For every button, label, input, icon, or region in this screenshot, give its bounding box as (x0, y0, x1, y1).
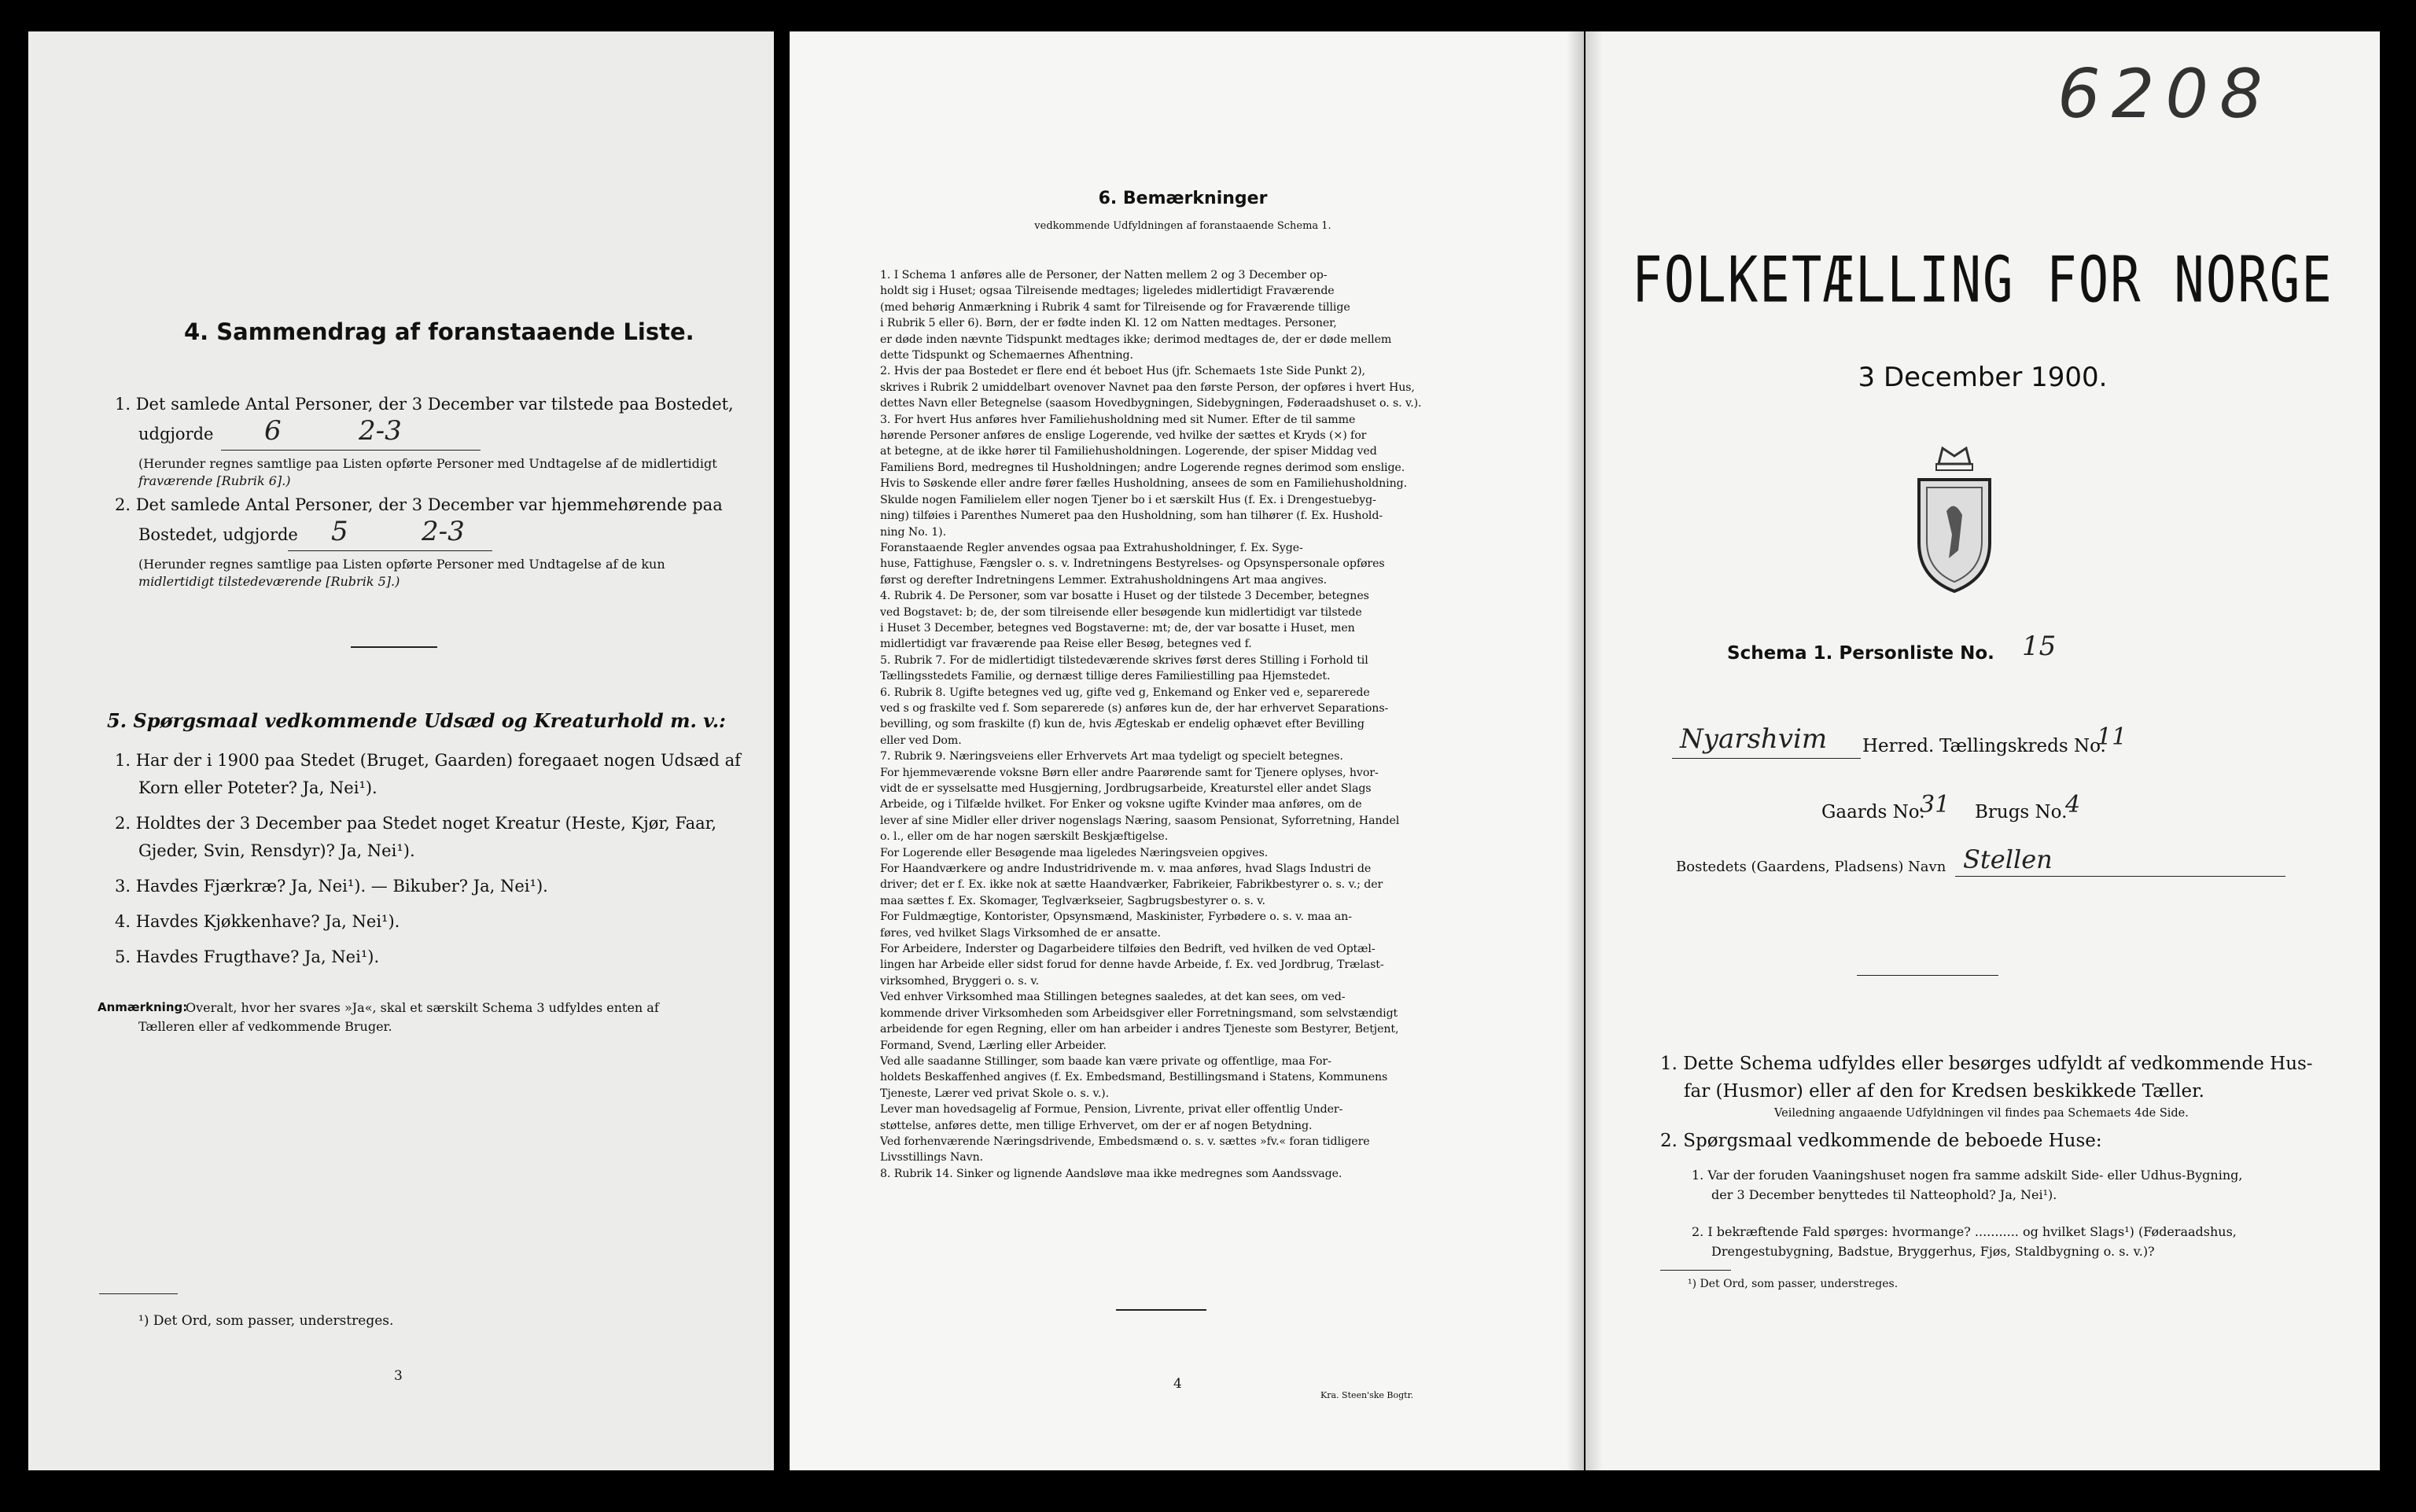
section5-title: 5. Spørgsmaal vedkommende Udsæd og Kreaturhold m. v.: (107, 709, 726, 732)
footnote: ¹) Det Ord, som passer, understreges. (1688, 1278, 1899, 1290)
divider (1116, 1309, 1206, 1311)
remarks-line: ning) tilføies i Parenthes Numeret paa den Husholdning, som han tilhører (f. Ex. Hushold- (880, 510, 1383, 523)
question-2-line1: 2. Holdtes der 3 December paa Stedet noget Kreatur (Heste, Kjør, Faar, (115, 814, 717, 833)
instruction-2-q1-line1: 1. Var der foruden Vaaningshuset nogen fra samme adskilt Side- eller Udhus-Bygning, (1692, 1168, 2243, 1183)
item1-prefix: udgjorde (138, 425, 214, 443)
archive-number: 6208 (2057, 55, 2274, 134)
remarks-line: 1. I Schema 1 anføres alle de Personer, der Natten mellem 2 og 3 December op- (880, 269, 1328, 281)
herred-label: Herred. (1862, 736, 1935, 756)
remark-label: Anmærkning: (98, 1000, 188, 1014)
remarks-line: 4. Rubrik 4. De Personer, som var bosatte i Huset og der tilstede 3 December, betegnes (880, 590, 1369, 603)
remarks-line: ning No. 1). (880, 525, 947, 539)
remarks-line: arbeidende for egen Regning, eller om han arbeider i andres Tjeneste som Bestyrer, Betjent, (880, 1023, 1399, 1036)
question-4: 4. Havdes Kjøkkenhave? Ja, Nei¹). (115, 912, 400, 931)
instruction-2-title: 2. Spørgsmaal vedkommende de beboede Huse: (1660, 1131, 2102, 1151)
remarks-line: skrives i Rubrik 2 umiddelbart ovenover Navnet paa den første Person, der opføres i hvert Hus, (880, 381, 1415, 394)
item2-note2: midlertidigt tilstedeværende [Rubrik 5].) (138, 574, 400, 589)
remarks-line: Hvis to Søskende eller andre fører fælles Husholdning, ansees de som en Familiehusholdning. (880, 477, 1408, 491)
remarks-line: Formand, Svend, Lærling eller Arbeider. (880, 1039, 1107, 1052)
page-right (1586, 31, 2380, 1470)
remarks-line: For hjemmeværende voksne Børn eller andre Paarørende samt for Tjenere oplyses, hvor- (880, 766, 1379, 779)
remarks-line: ved Bogstavet: b; de, der som tilreisende eller besøgende kun midlertidigt var tilstede (880, 605, 1362, 619)
schema-value: 15 (2022, 631, 2057, 662)
instruction-1-note: Veiledning angaaende Udfyldningen vil findes paa Schemaets 4de Side. (1774, 1107, 2189, 1120)
remarks-line: Ved forhenværende Næringsdrivende, Embedsmænd o. s. v. sættes »fv.« foran tidligere (880, 1135, 1370, 1148)
instruction-2-q2-line2: Drengestubygning, Badstue, Bryggerhus, Fjøs, Staldbygning o. s. v.)? (1711, 1244, 2155, 1259)
item2-prefix: Bostedet, udgjorde (138, 525, 298, 544)
remarks-line: i Huset 3 December, betegnes ved Bogstaverne: mt; de, der var bosatte i Huset, men (880, 621, 1355, 635)
remarks-line: o. l., eller om de har nogen særskilt Beskjæftigelse. (880, 830, 1169, 844)
printer-credit: Kra. Steen'ske Bogtr. (1320, 1390, 1414, 1400)
remarks-title: 6. Bemærkninger (1098, 189, 1268, 208)
brugs-label: Brugs No. (1975, 802, 2068, 822)
question-2-line2: Gjeder, Svin, Rensdyr)? Ja, Nei¹). (138, 841, 415, 860)
bosted-underline (1955, 876, 2285, 877)
remarks-line: vidt de er sysselsatte med Husgjerning, Jordbrugsarbeide, Kreaturstel eller andet Slags (880, 782, 1372, 795)
coat-of-arms-icon (1903, 440, 2005, 598)
remarks-line: For Logerende eller Besøgende maa ligeledes Næringsveien opgives. (880, 846, 1269, 859)
remarks-line: Ved enhver Virksomhed maa Stillingen betegnes saaledes, at det kan sees, om ved- (880, 991, 1346, 1004)
footnote-rule (1660, 1270, 1731, 1271)
remarks-line: For Fuldmægtige, Kontorister, Opsynsmænd, Maskinister, Fyrbødere o. s. v. maa an- (880, 911, 1352, 924)
remarks-line: 7. Rubrik 9. Næringsveiens eller Erhvervets Art maa tydeligt og specielt betegnes. (880, 750, 1343, 763)
brugs-value: 4 (2065, 791, 2081, 819)
remarks-line: Skulde nogen Familielem eller nogen Tjener bo i et særskilt Hus (f. Ex. i Drengestuebyg- (880, 493, 1376, 506)
remarks-line: kommende driver Virksomheden som Arbeidsgiver eller Forretningsmand, som selvstændigt (880, 1006, 1398, 1020)
remarks-line: er døde inden nævnte Tidspunkt medtages ikke; derimod medtages de, der er døde mellem (880, 333, 1392, 346)
question-1-line2: Korn eller Poteter? Ja, Nei¹). (138, 778, 378, 797)
remark-text2: Tælleren eller af vedkommende Bruger. (138, 1019, 392, 1034)
footnote: ¹) Det Ord, som passer, understreges. (138, 1313, 394, 1329)
remarks-line: Familiens Bord, medregnes til Husholdningen; andre Logerende regnes derimod som enslige. (880, 461, 1405, 474)
remarks-line: driver; det er f. Ex. ikke nok at sætte Haandværker, Fabrikeier, Fabrikbestyrer o. s. v.; der (880, 878, 1383, 892)
remarks-line: 5. Rubrik 7. For de midlertidigt tilstedeværende skrives først deres Stilling i Forhold til (880, 653, 1368, 667)
remarks-line: (med behørig Anmærkning i Rubrik 4 samt for Tilreisende og for Fraværende tillige (880, 300, 1350, 314)
item2-note1: (Herunder regnes samtlige paa Listen opførte Personer med Undtagelse af de kun (138, 557, 665, 572)
remarks-line: ved s og fraskilte ved f. Som separerede (s) anføres kun de, der har erhvervet Separations- (880, 701, 1389, 715)
gaards-label: Gaards No. (1821, 802, 1925, 822)
remarks-line: Livsstillings Navn. (880, 1151, 984, 1164)
remarks-line: bevilling, og som fraskilte (f) kun de, hvis Ægteskab er endelig ophævet efter Bevilling (880, 718, 1365, 731)
footnote-rule (99, 1293, 178, 1294)
bosted-value: Stellen (1963, 844, 2053, 874)
remarks-line: maa sættes f. Ex. Skomager, Teglværkseier, Sagbrugsbestyrer o. s. v. (880, 894, 1265, 907)
remarks-line: støttelse, anføres dette, men tillige Erhvervet, om der er af nogen Betydning. (880, 1119, 1313, 1132)
herred-value: Nyarshvim (1680, 723, 1828, 755)
remarks-line: holdets Beskaffenhed angives (f. Ex. Embedsmand, Bestillingsmand i Statens, Kommunens (880, 1071, 1388, 1084)
question-5: 5. Havdes Frugthave? Ja, Nei¹). (115, 947, 380, 966)
divider (351, 646, 437, 648)
schema-label: Schema 1. Personliste No. (1727, 643, 1994, 664)
remarks-line: 8. Rubrik 14. Sinker og lignende Aandsløve maa ikke medregnes som Aandssvage. (880, 1167, 1342, 1180)
kreds-label: Tællingskreds No. (1939, 736, 2106, 756)
item1-underline (221, 450, 481, 451)
item2-text: 2. Det samlede Antal Personer, der 3 December var hjemmehørende paa (115, 495, 723, 514)
item2-value: 5 (331, 516, 348, 547)
item1-text: 1. Det samlede Antal Personer, der 3 December var tilstede paa Bostedet, (115, 395, 734, 414)
remarks-line: i Rubrik 5 eller 6). Børn, der er fødte inden Kl. 12 om Natten medtages. Personer, (880, 317, 1337, 330)
remarks-line: For Arbeidere, Inderster og Dagarbeidere tilføies den Bedrift, ved hvilken de ved Optæl- (880, 943, 1376, 956)
remarks-line: 2. Hvis der paa Bostedet er flere end ét beboet Hus (jfr. Schemaets 1ste Side Punkt 2), (880, 365, 1365, 378)
summary-title: 4. Sammendrag af foranstaaende Liste. (184, 318, 694, 345)
item1-note2: fraværende [Rubrik 6].) (138, 473, 291, 488)
instruction-2-q2-line1: 2. I bekræftende Fald spørges: hvormange? ........... og hvilket Slags¹) (Føderaadshus, (1692, 1224, 2237, 1239)
question-3: 3. Havdes Fjærkræ? Ja, Nei¹). — Bikuber? Ja, Nei¹). (115, 877, 548, 896)
remarks-line: Tjeneste, Lærer ved privat Skole o. s. v.). (880, 1087, 1110, 1100)
bosted-label: Bostedets (Gaardens, Pladsens) Navn (1676, 859, 1946, 875)
page-left (28, 31, 774, 1470)
item1-value2: 2-3 (359, 415, 402, 447)
item1-value: 6 (264, 415, 282, 447)
census-title: FOLKETÆLLING FOR NORGE (1632, 244, 2333, 318)
gaards-value: 31 (1920, 791, 1950, 819)
item1-note1: (Herunder regnes samtlige paa Listen opførte Personer med Undtagelse af de midlertidigt (138, 456, 717, 471)
ornament-divider (1857, 975, 1998, 976)
remarks-line: 3. For hvert Hus anføres hver Familiehusholdning med sit Numer. Efter de til samme (880, 413, 1356, 426)
remarks-line: virksomhed, Bryggeri o. s. v. (880, 974, 1040, 988)
remarks-line: huse, Fattighuse, Fængsler o. s. v. Indretningens Bestyrelses- og Opsynspersonale opføres (880, 557, 1385, 571)
remarks-line: Foranstaaende Regler anvendes ogsaa paa Extrahusholdninger, f. Ex. Syge- (880, 541, 1303, 554)
instruction-1-line1: 1. Dette Schema udfyldes eller besørges udfyldt af vedkommende Hus- (1660, 1054, 2313, 1074)
remarks-line: eller ved Dom. (880, 734, 962, 747)
remarks-line: For Haandværkere og andre Industridrivende m. v. maa anføres, hvad Slags Industri de (880, 863, 1372, 876)
herred-underline (1672, 758, 1861, 759)
item2-value2: 2-3 (422, 516, 465, 547)
kreds-value: 11 (2097, 723, 2127, 751)
instruction-2-q1-line2: der 3 December benyttedes til Natteophold? Ja, Nei¹). (1711, 1187, 2057, 1202)
item2-underline (288, 550, 492, 551)
remarks-line: lingen har Arbeide eller sidst forud for denne havde Arbeide, f. Ex. ved Jordbrug, Trælast- (880, 958, 1384, 972)
remarks-line: at betegne, at de ikke hører til Familiehusholdningen. Logerende, der spiser Middag ved (880, 445, 1377, 458)
remarks-line: Lever man hovedsagelig af Formue, Pension, Livrente, privat eller offentlig Under- (880, 1103, 1343, 1117)
question-1-line1: 1. Har der i 1900 paa Stedet (Bruget, Gaarden) foregaaet nogen Udsæd af (115, 751, 741, 770)
page-middle (790, 31, 1584, 1470)
remarks-line: Tællingsstedets Familie, og dernæst tillige deres Familiestilling paa Hjemstedet. (880, 670, 1331, 683)
remarks-line: Ved alle saadanne Stillinger, som baade kan være private og offentlige, maa For- (880, 1054, 1331, 1068)
remarks-line: 6. Rubrik 8. Ugifte betegnes ved ug, gifte ved g, Enkemand og Enker ved e, separerede (880, 686, 1370, 699)
remarks-body (880, 267, 1549, 1182)
remarks-line: først og derefter Indretningens Lemmer. Extrahusholdningens Art maa angives. (880, 573, 1328, 587)
remark-text1: Overalt, hvor her svares »Ja«, skal et særskilt Schema 3 udfyldes enten af (186, 1000, 659, 1015)
instruction-1-line2: far (Husmor) eller af den for Kredsen beskikkede Tæller. (1684, 1081, 2204, 1102)
remarks-line: holdt sig i Huset; ogsaa Tilreisende medtages; ligeledes midlertidigt Fraværende (880, 285, 1335, 298)
remarks-line: dette Tidspunkt og Schemaernes Afhentning. (880, 349, 1133, 362)
remarks-line: føres, ved hvilket Slags Virksomhed de er ansatte. (880, 926, 1161, 940)
page-number: 3 (394, 1368, 403, 1384)
page-number: 4 (1173, 1376, 1182, 1392)
remarks-line: lever af sine Midler eller driver nogenslags Næring, saasom Pensionat, Syforretning, Handel (880, 814, 1400, 827)
remarks-line: dettes Navn eller Betegnelse (saasom Hovedbygningen, Sidebygningen, Føderaadshuset o. s. v.). (880, 397, 1422, 410)
remarks-subtitle: vedkommende Udfyldningen af foranstaaende Schema 1. (1034, 220, 1331, 232)
remarks-line: hørende Personer anføres de enslige Logerende, ved hvilke der sættes et Kryds (×) for (880, 429, 1367, 443)
remarks-line: Arbeide, og i Tilfælde hvilket. For Enker og voksne ugifte Kvinder maa anføres, om de (880, 798, 1362, 811)
census-date: 3 December 1900. (1858, 362, 2108, 393)
remarks-line: midlertidigt var fraværende paa Reise eller Besøg, betegnes ved f. (880, 638, 1252, 651)
